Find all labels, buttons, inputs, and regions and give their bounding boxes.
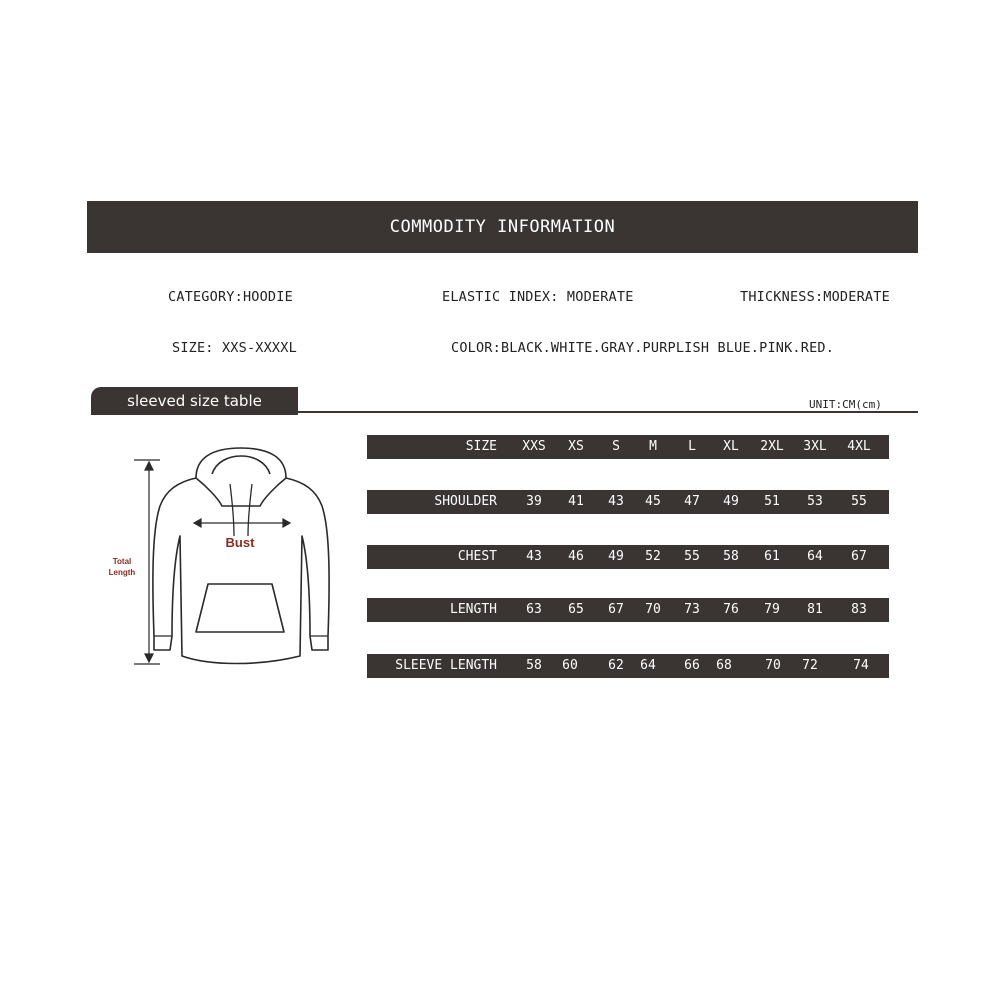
table-cell: 46 — [568, 549, 584, 564]
table-cell: 52 — [645, 549, 661, 564]
table-cell: 72 — [802, 658, 818, 673]
table-cell: 60 — [562, 658, 578, 673]
table-row-shoulder — [367, 490, 889, 514]
hoodie-figure — [100, 440, 350, 680]
row-label: LENGTH — [450, 602, 497, 617]
table-cell: S — [612, 439, 620, 454]
table-cell: 4XL — [847, 439, 871, 454]
table-cell: XS — [568, 439, 584, 454]
table-cell: L — [688, 439, 696, 454]
table-cell: 41 — [568, 494, 584, 509]
size-table-tab-label: sleeved size table — [127, 392, 262, 410]
table-cell: XL — [723, 439, 739, 454]
table-cell: 67 — [851, 549, 867, 564]
table-cell: 43 — [526, 549, 542, 564]
table-cell: 58 — [723, 549, 739, 564]
bust-label: Bust — [225, 535, 255, 550]
table-cell: 58 — [526, 658, 542, 673]
table-cell: 62 — [608, 658, 624, 673]
table-cell: 83 — [851, 602, 867, 617]
table-cell: 64 — [640, 658, 656, 673]
table-cell: 53 — [807, 494, 823, 509]
table-cell: 63 — [526, 602, 542, 617]
table-cell: M — [649, 439, 657, 454]
table-cell: 73 — [684, 602, 700, 617]
table-cell: 70 — [645, 602, 661, 617]
table-cell: 49 — [608, 549, 624, 564]
size-range-info: SIZE: XXS-XXXXL — [172, 340, 297, 356]
table-cell: 39 — [526, 494, 542, 509]
table-cell: 79 — [764, 602, 780, 617]
table-cell: 43 — [608, 494, 624, 509]
table-cell: 2XL — [760, 439, 784, 454]
category-info: CATEGORY:HOODIE — [168, 289, 293, 305]
table-cell: 61 — [764, 549, 780, 564]
table-cell: 64 — [807, 549, 823, 564]
row-label: SIZE — [465, 439, 497, 454]
table-cell: 45 — [645, 494, 661, 509]
row-label: SLEEVE LENGTH — [395, 658, 497, 673]
thickness-info: THICKNESS:MODERATE — [740, 289, 890, 305]
table-cell: 55 — [684, 549, 700, 564]
table-row-sleeve-length — [367, 654, 889, 678]
table-row-size — [367, 435, 889, 459]
table-cell: 74 — [853, 658, 869, 673]
table-cell: 47 — [684, 494, 700, 509]
total-length-label-line1: Total — [112, 557, 132, 566]
table-cell: 68 — [716, 658, 732, 673]
table-cell: 67 — [608, 602, 624, 617]
table-cell: 49 — [723, 494, 739, 509]
table-cell: 3XL — [803, 439, 827, 454]
table-cell: 66 — [684, 658, 700, 673]
table-cell: 55 — [851, 494, 867, 509]
unit-label: UNIT:CM(cm) — [809, 398, 882, 411]
elastic-index-info: ELASTIC INDEX: MODERATE — [442, 289, 634, 305]
row-label: CHEST — [457, 549, 497, 564]
table-cell: XXS — [522, 439, 546, 454]
table-cell: 81 — [807, 602, 823, 617]
total-length-label-line2: Length — [108, 568, 136, 577]
header-title: COMMODITY INFORMATION — [389, 217, 616, 237]
table-cell: 51 — [764, 494, 780, 509]
size-table-tab — [91, 387, 298, 415]
table-row-length — [367, 598, 889, 622]
table-cell: 65 — [568, 602, 584, 617]
commodity-information-header — [87, 201, 918, 253]
table-row-chest — [367, 545, 889, 569]
table-cell: 70 — [765, 658, 781, 673]
color-info: COLOR:BLACK.WHITE.GRAY.PURPLISH BLUE.PINK.RED. — [451, 340, 835, 356]
tab-divider-line — [298, 411, 918, 413]
row-label: SHOULDER — [434, 494, 497, 509]
table-cell: 76 — [723, 602, 739, 617]
